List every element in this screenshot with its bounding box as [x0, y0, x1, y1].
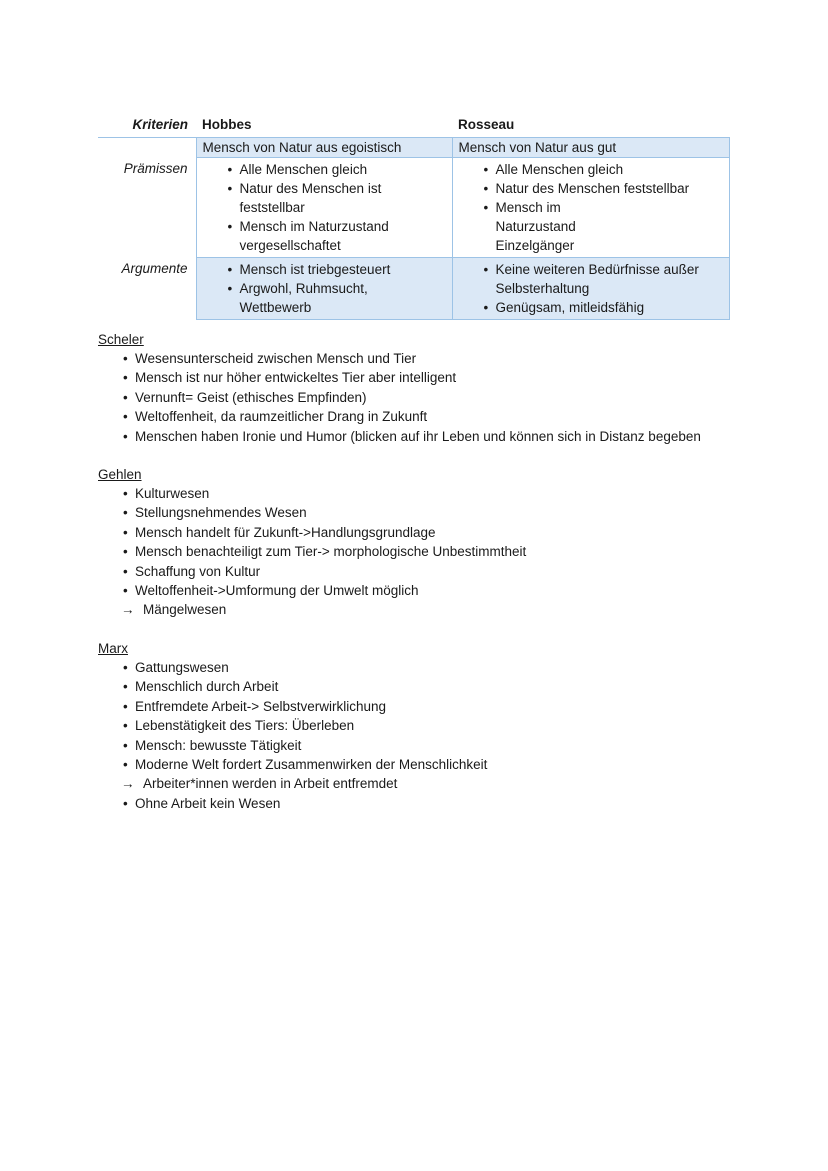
gehlen-section	[98, 465, 798, 620]
list-item: • Mensch ist triebgesteuert	[228, 260, 448, 279]
argumente-label: Argumente	[98, 258, 196, 320]
list-item: • Kulturwesen	[122, 484, 798, 503]
praemissen-row	[98, 158, 729, 258]
list-item: • Alle Menschen gleich	[228, 160, 448, 179]
comparison-table	[98, 117, 730, 320]
list-item: • Genügsam, mitleidsfähig	[484, 298, 725, 317]
list-item: • Keine weiteren Bedürfnisse außer Selbsterhaltung	[484, 260, 725, 298]
list-item: • Lebenstätigkeit des Tiers: Überleben	[122, 716, 798, 735]
header-hobbes: Hobbes	[196, 117, 452, 138]
rousseau-argumente	[452, 258, 729, 320]
list-item: • Schaffung von Kultur	[122, 562, 798, 581]
list-item: • Gattungswesen	[122, 658, 798, 677]
list-item: • Alle Menschen gleich	[484, 160, 725, 179]
section-title: Gehlen	[98, 467, 142, 482]
rousseau-thesis: Mensch von Natur aus gut	[452, 138, 729, 158]
list-item: • Wesensunterscheid zwischen Mensch und Tier	[122, 349, 798, 368]
list-item: • Mensch benachteiligt zum Tier-> morphologische Unbestimmtheit	[122, 542, 798, 561]
list-item: • Moderne Welt fordert Zusammenwirken der Menschlichkeit	[122, 755, 798, 774]
list-item: • Mensch ist nur höher entwickeltes Tier aber intelligent	[122, 368, 798, 387]
list-item: • Stellungsnehmendes Wesen	[122, 503, 798, 522]
hobbes-praemissen	[196, 158, 452, 258]
conclusion-item: → Arbeiter*innen werden in Arbeit entfremdet	[122, 774, 798, 793]
list-item: • Argwohl, Ruhmsucht, Wettbewerb	[228, 279, 448, 317]
scheler-section	[98, 330, 798, 446]
header-rousseau: Rosseau	[452, 117, 729, 138]
list-item: • Mensch: bewusste Tätigkeit	[122, 736, 798, 755]
list-item: • Natur des Menschen feststellbar	[484, 179, 725, 198]
list-item: • Mensch im Naturzustand Einzelgänger	[484, 198, 725, 255]
list-item: • Mensch im Naturzustand vergesellschaftet	[228, 217, 448, 255]
list-item: • Weltoffenheit, da raumzeitlicher Drang in Zukunft	[122, 407, 798, 426]
list-item: • Menschen haben Ironie und Humor (blicken auf ihr Leben und können sich in Distanz begeben	[122, 427, 798, 446]
praemissen-label: Prämissen	[123, 160, 188, 176]
hobbes-thesis: Mensch von Natur aus egoistisch	[196, 138, 452, 158]
header-criteria: Kriterien	[98, 117, 196, 138]
list-item: • Mensch handelt für Zukunft->Handlungsgrundlage	[122, 523, 798, 542]
hobbes-argumente	[196, 258, 452, 320]
thesis-row	[98, 138, 729, 158]
list-item: • Natur des Menschen ist feststellbar	[228, 179, 448, 217]
marx-section	[98, 639, 798, 813]
conclusion-item: → Mängelwesen	[122, 600, 798, 619]
section-title: Scheler	[98, 332, 144, 347]
list-item: • Ohne Arbeit kein Wesen	[122, 794, 798, 813]
argumente-row	[98, 258, 729, 320]
table-header-row	[98, 117, 729, 138]
list-item: • Vernunft= Geist (ethisches Empfinden)	[122, 388, 798, 407]
list-item: • Menschlich durch Arbeit	[122, 677, 798, 696]
section-title: Marx	[98, 641, 128, 656]
rousseau-praemissen	[452, 158, 729, 258]
list-item: • Weltoffenheit->Umformung der Umwelt möglich	[122, 581, 798, 600]
empty-cell	[98, 138, 196, 158]
list-item: • Entfremdete Arbeit-> Selbstverwirklichung	[122, 697, 798, 716]
